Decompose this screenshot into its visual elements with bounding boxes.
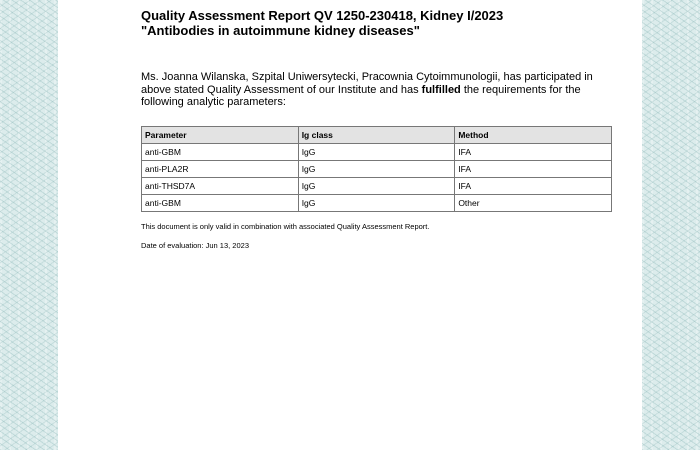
validity-note: This document is only valid in combination with associated Quality Assessment Report. [141,221,430,231]
report-title [141,8,613,38]
header-method: Method [455,126,612,143]
guilloche-border-left [0,0,58,450]
cell-ig-class: IgG [298,143,455,160]
participation-statement [141,71,613,109]
report-title-line1: Quality Assessment Report QV 1250-230418, Kidney I/2023 [141,8,504,23]
statement-text-2: the requirements for the following analytic parameters: [141,83,581,108]
cell-parameter: anti-GBM [142,143,299,160]
cell-ig-class: IgG [298,177,455,194]
table-row [142,143,612,160]
cell-ig-class: IgG [298,194,455,211]
cell-method: IFA [455,177,612,194]
table-header-row [142,126,612,143]
cell-parameter: anti-THSD7A [142,177,299,194]
certificate-content [141,8,613,250]
table-row [142,177,612,194]
cell-parameter: anti-PLA2R [142,160,299,177]
cell-method: IFA [455,160,612,177]
evaluation-date: Date of evaluation: Jun 13, 2023 [141,240,249,250]
cell-method: Other [455,194,612,211]
header-ig-class: Ig class [298,126,455,143]
table-row [142,160,612,177]
cell-method: IFA [455,143,612,160]
cell-ig-class: IgG [298,160,455,177]
report-title-line2: "Antibodies in autoimmune kidney diseases" [141,23,420,38]
table-row [142,194,612,211]
parameters-table [141,126,612,212]
statement-text-1: Ms. Joanna Wilanska, Szpital Uniwersytecki, Pracownia Cytoimmunologii, has participated in above stated Quality Assessment of our Institute and has [141,71,593,96]
header-parameter: Parameter [142,126,299,143]
cell-parameter: anti-GBM [142,194,299,211]
guilloche-border-right [642,0,700,450]
statement-emphasis: fulfilled [421,83,461,96]
